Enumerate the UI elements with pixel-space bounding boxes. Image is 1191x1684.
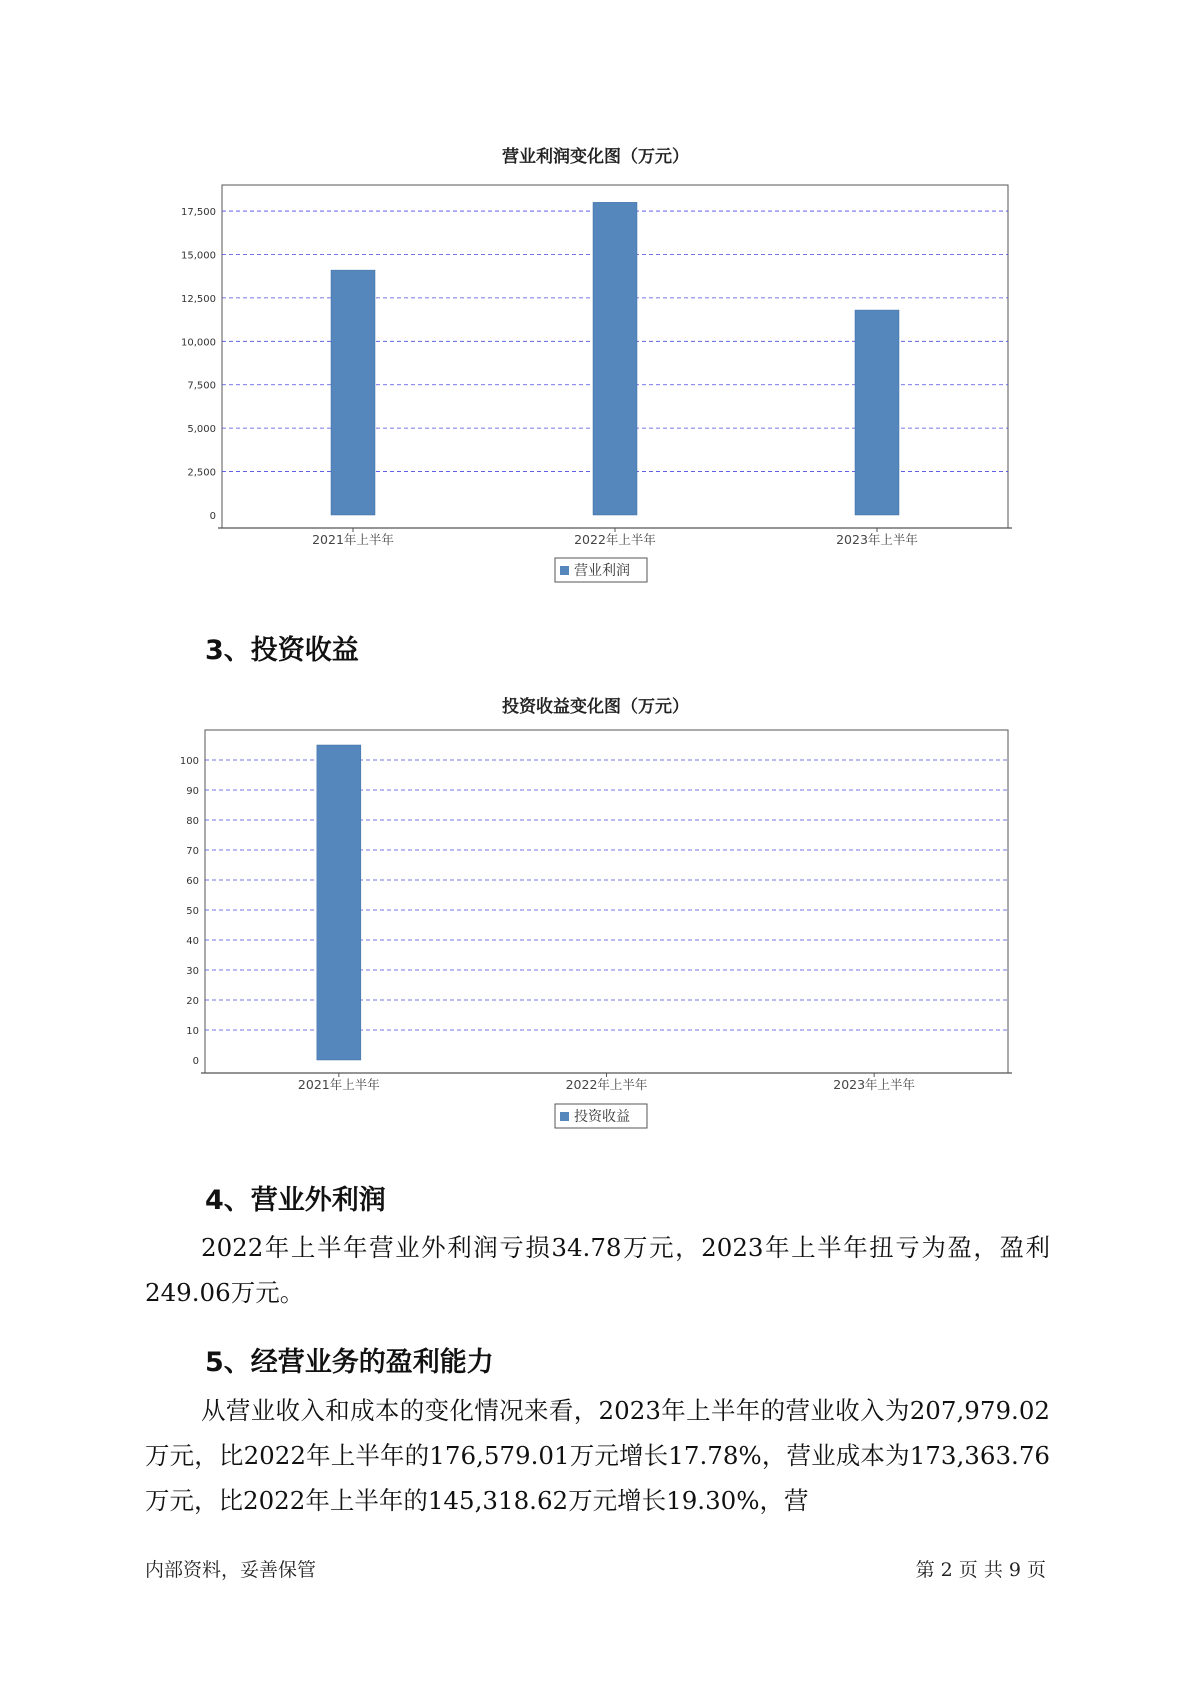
y-tick-label: 50 (186, 906, 199, 917)
y-tick-label: 80 (186, 816, 199, 827)
investment-income-plot (0, 680, 1191, 1140)
y-tick-label: 30 (186, 966, 199, 977)
y-tick-label: 15,000 (181, 250, 216, 262)
chart-title: 营业利润变化图（万元） (502, 147, 689, 167)
y-tick-label: 10,000 (181, 337, 216, 349)
operating-profit-chart (0, 130, 1191, 590)
x-tick-label: 2022年上半年 (565, 1077, 648, 1092)
y-tick-label: 40 (186, 936, 199, 947)
y-tick-label: 100 (179, 756, 199, 767)
paragraph-non-operating-profit: 2022年上半年营业外利润亏损34.78万元，2023年上半年扭亏为盈，盈利249.06万元。 (145, 1233, 1050, 1307)
legend-label: 投资收益 (574, 1109, 630, 1125)
legend-swatch (560, 566, 569, 575)
legend-label: 营业利润 (574, 563, 630, 579)
bar (593, 202, 637, 515)
x-tick-label: 2021年上半年 (312, 532, 394, 547)
x-tick-label: 2023年上半年 (833, 1077, 916, 1092)
bar (331, 270, 375, 515)
y-tick-label: 5,000 (187, 424, 216, 436)
y-tick-label: 7,500 (187, 380, 216, 392)
bar (317, 745, 361, 1060)
legend-swatch (560, 1112, 569, 1121)
y-tick-label: 60 (186, 876, 199, 887)
section-heading-profitability: 5、经营业务的盈利能力 (205, 1347, 494, 1378)
y-tick-label: 10 (186, 1026, 199, 1037)
y-tick-label: 90 (186, 786, 199, 797)
y-tick-label: 2,500 (187, 467, 216, 479)
y-tick-label: 20 (186, 996, 199, 1007)
y-tick-label: 70 (186, 846, 199, 857)
y-tick-label: 0 (192, 1056, 199, 1067)
operating-profit-plot (0, 130, 1191, 590)
paragraph-profitability: 从营业收入和成本的变化情况来看，2023年上半年的营业收入为207,979.02万元，比2022年上半年的176,579.01万元增长17.78%，营业成本为173,363.76万元，比2022年上半年的145,318.62万元增长19.30%，营 (145, 1396, 1050, 1515)
section-heading-non-operating-profit: 4、营业外利润 (205, 1185, 386, 1216)
chart-title: 投资收益变化图（万元） (502, 697, 689, 717)
footer-left-note: 内部资料，妥善保管 (145, 1559, 317, 1581)
bar (855, 310, 899, 515)
x-tick-label: 2023年上半年 (836, 532, 918, 547)
y-tick-label: 12,500 (181, 293, 216, 305)
section-heading-investment-income: 3、投资收益 (205, 635, 359, 666)
footer-page-number: 第 2 页 共 9 页 (915, 1559, 1046, 1581)
x-tick-label: 2021年上半年 (297, 1077, 380, 1092)
investment-income-chart (0, 680, 1191, 1140)
x-tick-label: 2022年上半年 (574, 532, 656, 547)
y-tick-label: 0 (209, 511, 216, 522)
y-tick-label: 17,500 (181, 207, 216, 219)
